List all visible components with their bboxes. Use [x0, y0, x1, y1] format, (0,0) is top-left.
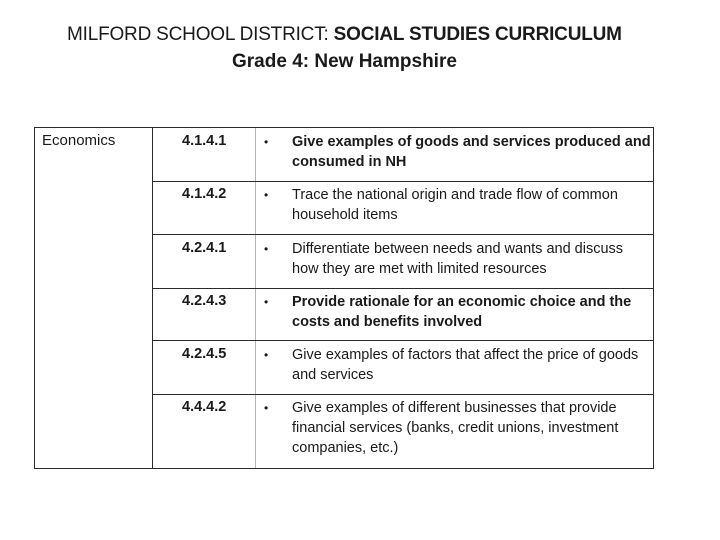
standard-description — [292, 345, 638, 385]
table-border-right — [653, 127, 654, 469]
bullet-icon: • — [264, 401, 269, 415]
table-border-top — [34, 127, 654, 128]
standard-description — [292, 239, 623, 279]
standard-code: 4.2.4.3 — [182, 293, 227, 309]
standard-code: 4.2.4.5 — [182, 346, 227, 362]
district-name: MILFORD SCHOOL DISTRICT: — [67, 24, 329, 45]
description-line: costs and benefits involved — [292, 314, 483, 330]
bullet-icon: • — [264, 295, 269, 309]
curriculum-subject: SOCIAL STUDIES CURRICULUM — [333, 24, 622, 45]
standard-description — [292, 398, 618, 458]
row-divider — [152, 234, 654, 235]
standard-code: 4.4.4.2 — [182, 399, 227, 415]
row-divider — [152, 340, 654, 341]
bullet-icon: • — [264, 242, 269, 256]
description-line: household items — [292, 207, 398, 223]
bullet-icon: • — [264, 135, 269, 149]
bullet-icon: • — [264, 188, 269, 202]
description-line: financial services (banks, credit unions, investment — [292, 420, 619, 436]
standard-code: 4.2.4.1 — [182, 240, 227, 256]
table-border-left — [34, 127, 35, 469]
description-line: Differentiate between needs and wants and discuss — [292, 241, 624, 257]
description-line: Give examples of factors that affect the price of goods — [292, 347, 639, 363]
standard-description — [292, 185, 618, 225]
description-line: Give examples of goods and services produced and — [292, 134, 651, 150]
description-line: how they are met with limited resources — [292, 261, 547, 277]
description-line: and services — [292, 367, 374, 383]
page-title — [67, 24, 622, 46]
column-divider — [152, 127, 153, 469]
column-divider — [255, 127, 256, 469]
description-line: companies, etc.) — [292, 440, 399, 456]
bullet-icon: • — [264, 348, 269, 362]
standard-description — [292, 132, 651, 172]
description-line: Give examples of different businesses that provide — [292, 400, 617, 416]
standard-description — [292, 292, 631, 332]
standard-code: 4.1.4.2 — [182, 186, 227, 202]
row-divider — [152, 288, 654, 289]
standard-code: 4.1.4.1 — [182, 133, 227, 149]
row-divider — [152, 394, 654, 395]
curriculum-table — [34, 127, 654, 469]
strand-label: Economics — [42, 132, 116, 149]
row-divider — [152, 181, 654, 182]
description-line: Provide rationale for an economic choice and the — [292, 294, 632, 310]
description-line: Trace the national origin and trade flow of common — [292, 187, 618, 203]
grade-subtitle: Grade 4: New Hampshire — [232, 51, 457, 72]
description-line: consumed in NH — [292, 154, 407, 170]
table-border-bottom — [34, 468, 654, 469]
